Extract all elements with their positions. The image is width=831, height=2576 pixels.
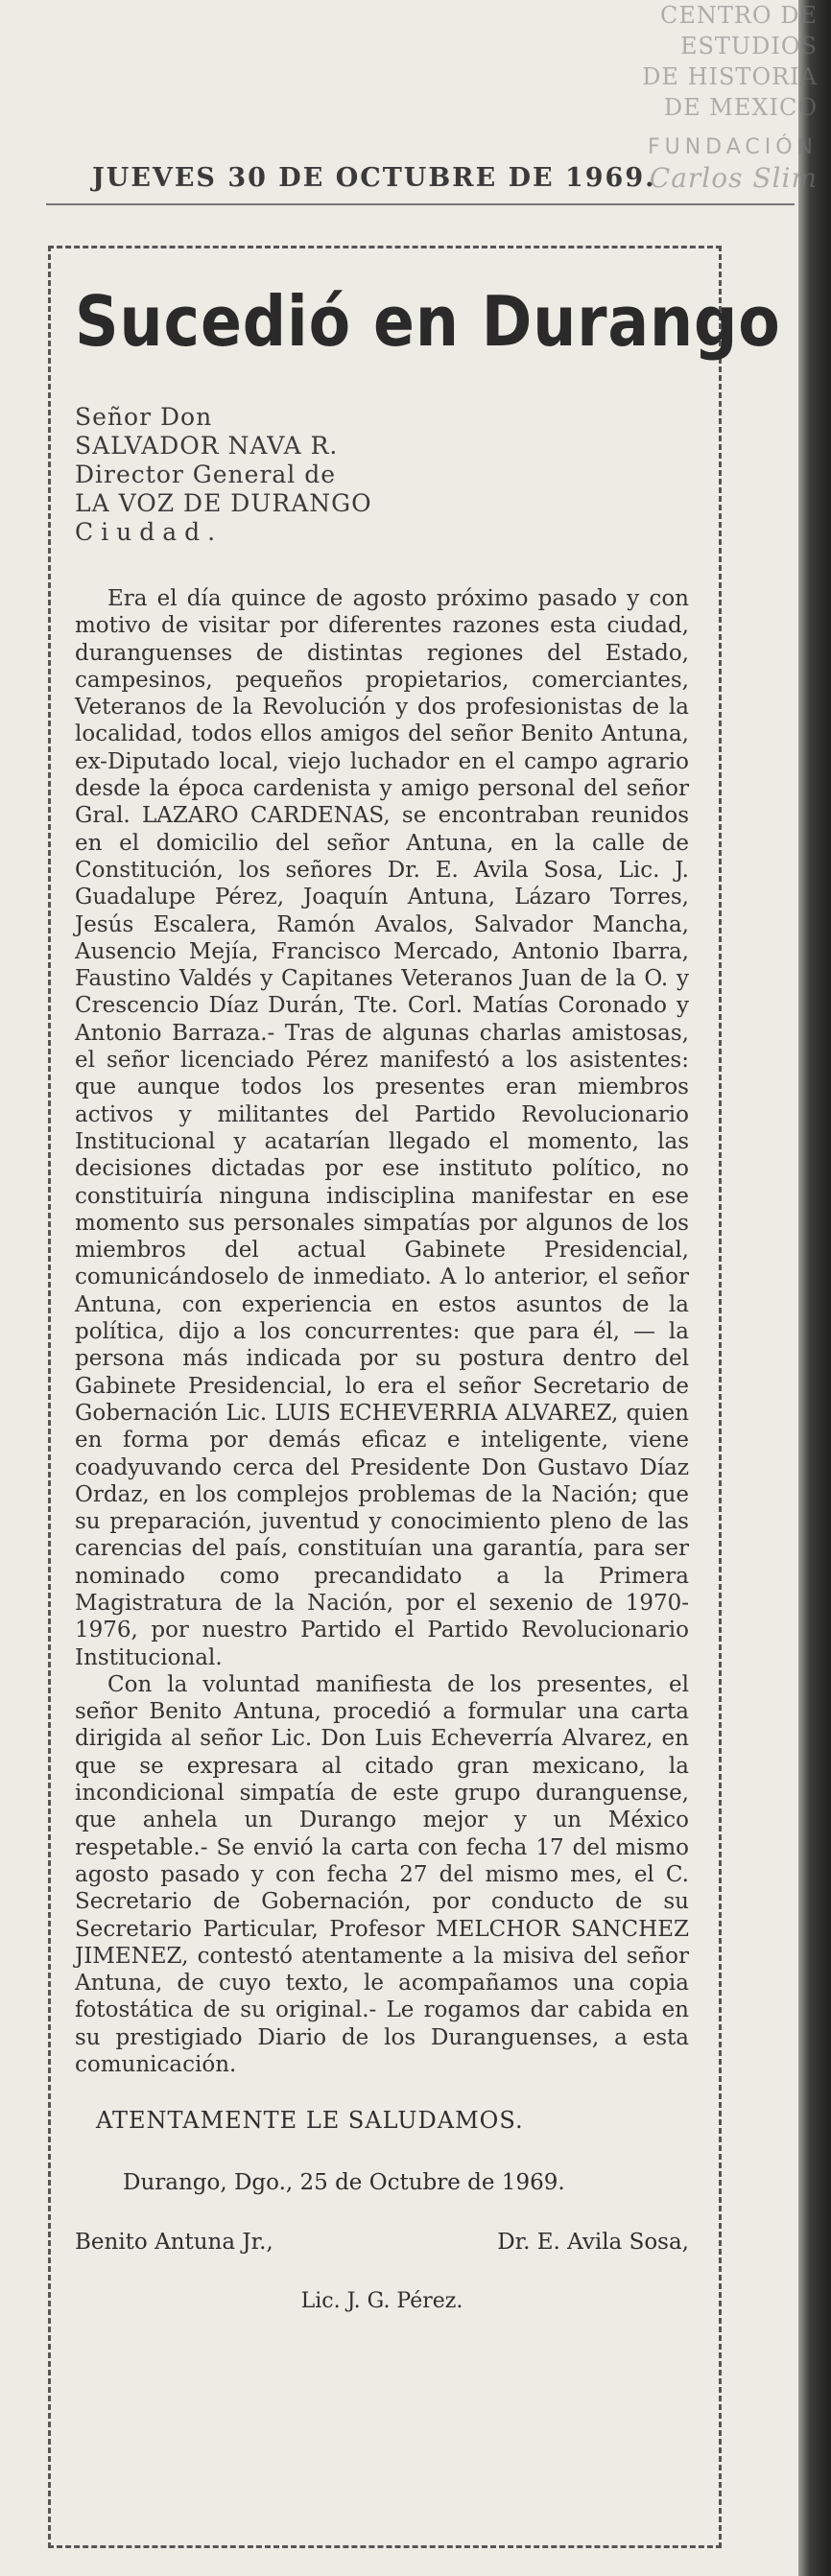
- signatory: Lic. J. G. Pérez.: [300, 2289, 463, 2314]
- closing-salutation: ATENTAMENTE LE SALUDAMOS.: [96, 2107, 524, 2135]
- watermark-line: DE HISTORIA: [642, 63, 818, 90]
- body-paragraph: Con la voluntad manifiesta de los presentes, el señor Benito Antuna, procedió a formular una carta dirigida al señor Lic. Don Luis Echeverría Alvarez, en que se expresara al citado gran mexicano, la incondicional simpatía de este grupo duranguense, que anhela un Durango mejor y un México respetable.- Se envió la carta con fecha 17 del mismo agosto pasado y con fecha 27 del mismo mes, el C. Secretario de Gobernación, por conducto de su Secretario Particular, Profesor MELCHOR SANCHEZ JIMENEZ, contestó atentamente a la misiva del señor Antuna, de cuyo texto, le acompañamos una copia fotostática de su original.- Le rogamos dar cabida en su prestigiado Diario de los Duranguenses, a esta comunicación.: [75, 1671, 689, 2078]
- article-content: [75, 278, 781, 2314]
- watermark-line: ESTUDIOS: [679, 33, 818, 59]
- watermark-line: DE MEXICO: [663, 94, 818, 121]
- signatory: Benito Antuna Jr.,: [75, 2230, 273, 2256]
- article-headline: Sucedió en Durango: [75, 281, 781, 362]
- place-and-date: Durango, Dgo., 25 de Octubre de 1969.: [123, 2170, 565, 2196]
- scan-edge-shadow: [798, 0, 831, 2576]
- watermark-foundation: FUNDACIÓN: [647, 135, 818, 159]
- newspaper-date-header: JUEVES 30 DE OCTUBRE DE 1969.: [92, 163, 656, 193]
- header-divider: [46, 203, 795, 205]
- watermark-line: CENTRO DE: [659, 2, 818, 29]
- letter-body: [75, 585, 689, 2078]
- signatory: Dr. E. Avila Sosa,: [497, 2230, 689, 2256]
- signatories-row: [75, 2230, 689, 2255]
- body-paragraph: Era el día quince de agosto próximo pasado y con motivo de visitar por diferentes razones esta ciudad, duranguenses de distintas regiones del Estado, campesinos, pequeños propietarios, comerciantes, Veteranos de la Revolución y dos profesionistas de la localidad, todos ellos amigos del señor Benito Antuna, ex-Diputado local, viejo luchador en el campo agrario desde la época cardenista y amigo personal del señor Gral. LAZARO CARDENAS, se encontraban reunidos en el domicilio del señor Antuna, en la calle de Constitución, los señores Dr. E. Avila Sosa, Lic. J. Guadalupe Pérez, Joaquín Antuna, Lázaro Torres, Jesús Escalera, Ramón Avalos, Salvador Mancha, Ausencio Mejía, Francisco Mercado, Antonio Ibarra, Faustino Valdés y Capitanes Veteranos Juan de la O. y Crescencio Díaz Durán, Tte. Corl. Matías Coronado y Antonio Barraza.- Tras de algunas charlas amistosas, el señor licenciado Pérez manifestó a los asistentes: que aunque todos los presentes eran miembros activos y militantes del Partido Revolucionario Institucional y acatarían llegado el momento, las decisiones dictadas por ese instituto político, no constituiría ninguna indisciplina manifestar en ese momento sus personales simpatías por algunos de los miembros del actual Gabinete Presidencial, comunicándoselo de inmediato. A lo anterior, el señor Antuna, con experiencia en estos asuntos de la política, dijo a los concurrentes: que para él, — la persona más indicada por su postura dentro del Gabinete Presidencial, lo era el señor Secretario de Gobernación Lic. LUIS ECHEVERRIA ALVAREZ, quien en forma por demás eficaz e inteligente, viene coadyuvando cerca del Presidente Don Gustavo Díaz Ordaz, en los complejos problemas de la Nación; que su preparación, juventud y conocimiento pleno de las carencias del país, constituían una garantía, para ser nominado como precandidato a la Primera Magistratura de la Nación, por el sexenio de 1970-1976, por nuestro Partido el Partido Revolucionario Institucional.: [75, 586, 689, 1670]
- addressee-block: [75, 403, 689, 547]
- addressee-city: Ciudad.: [75, 518, 224, 546]
- watermark-signature: Carlos Slim: [649, 162, 818, 194]
- addressee-line: Señor Don: [75, 403, 213, 431]
- addressee-title: Director General de: [75, 461, 337, 488]
- addressee-newspaper: LA VOZ DE DURANGO: [75, 489, 372, 517]
- addressee-name: SALVADOR NAVA R.: [75, 432, 339, 460]
